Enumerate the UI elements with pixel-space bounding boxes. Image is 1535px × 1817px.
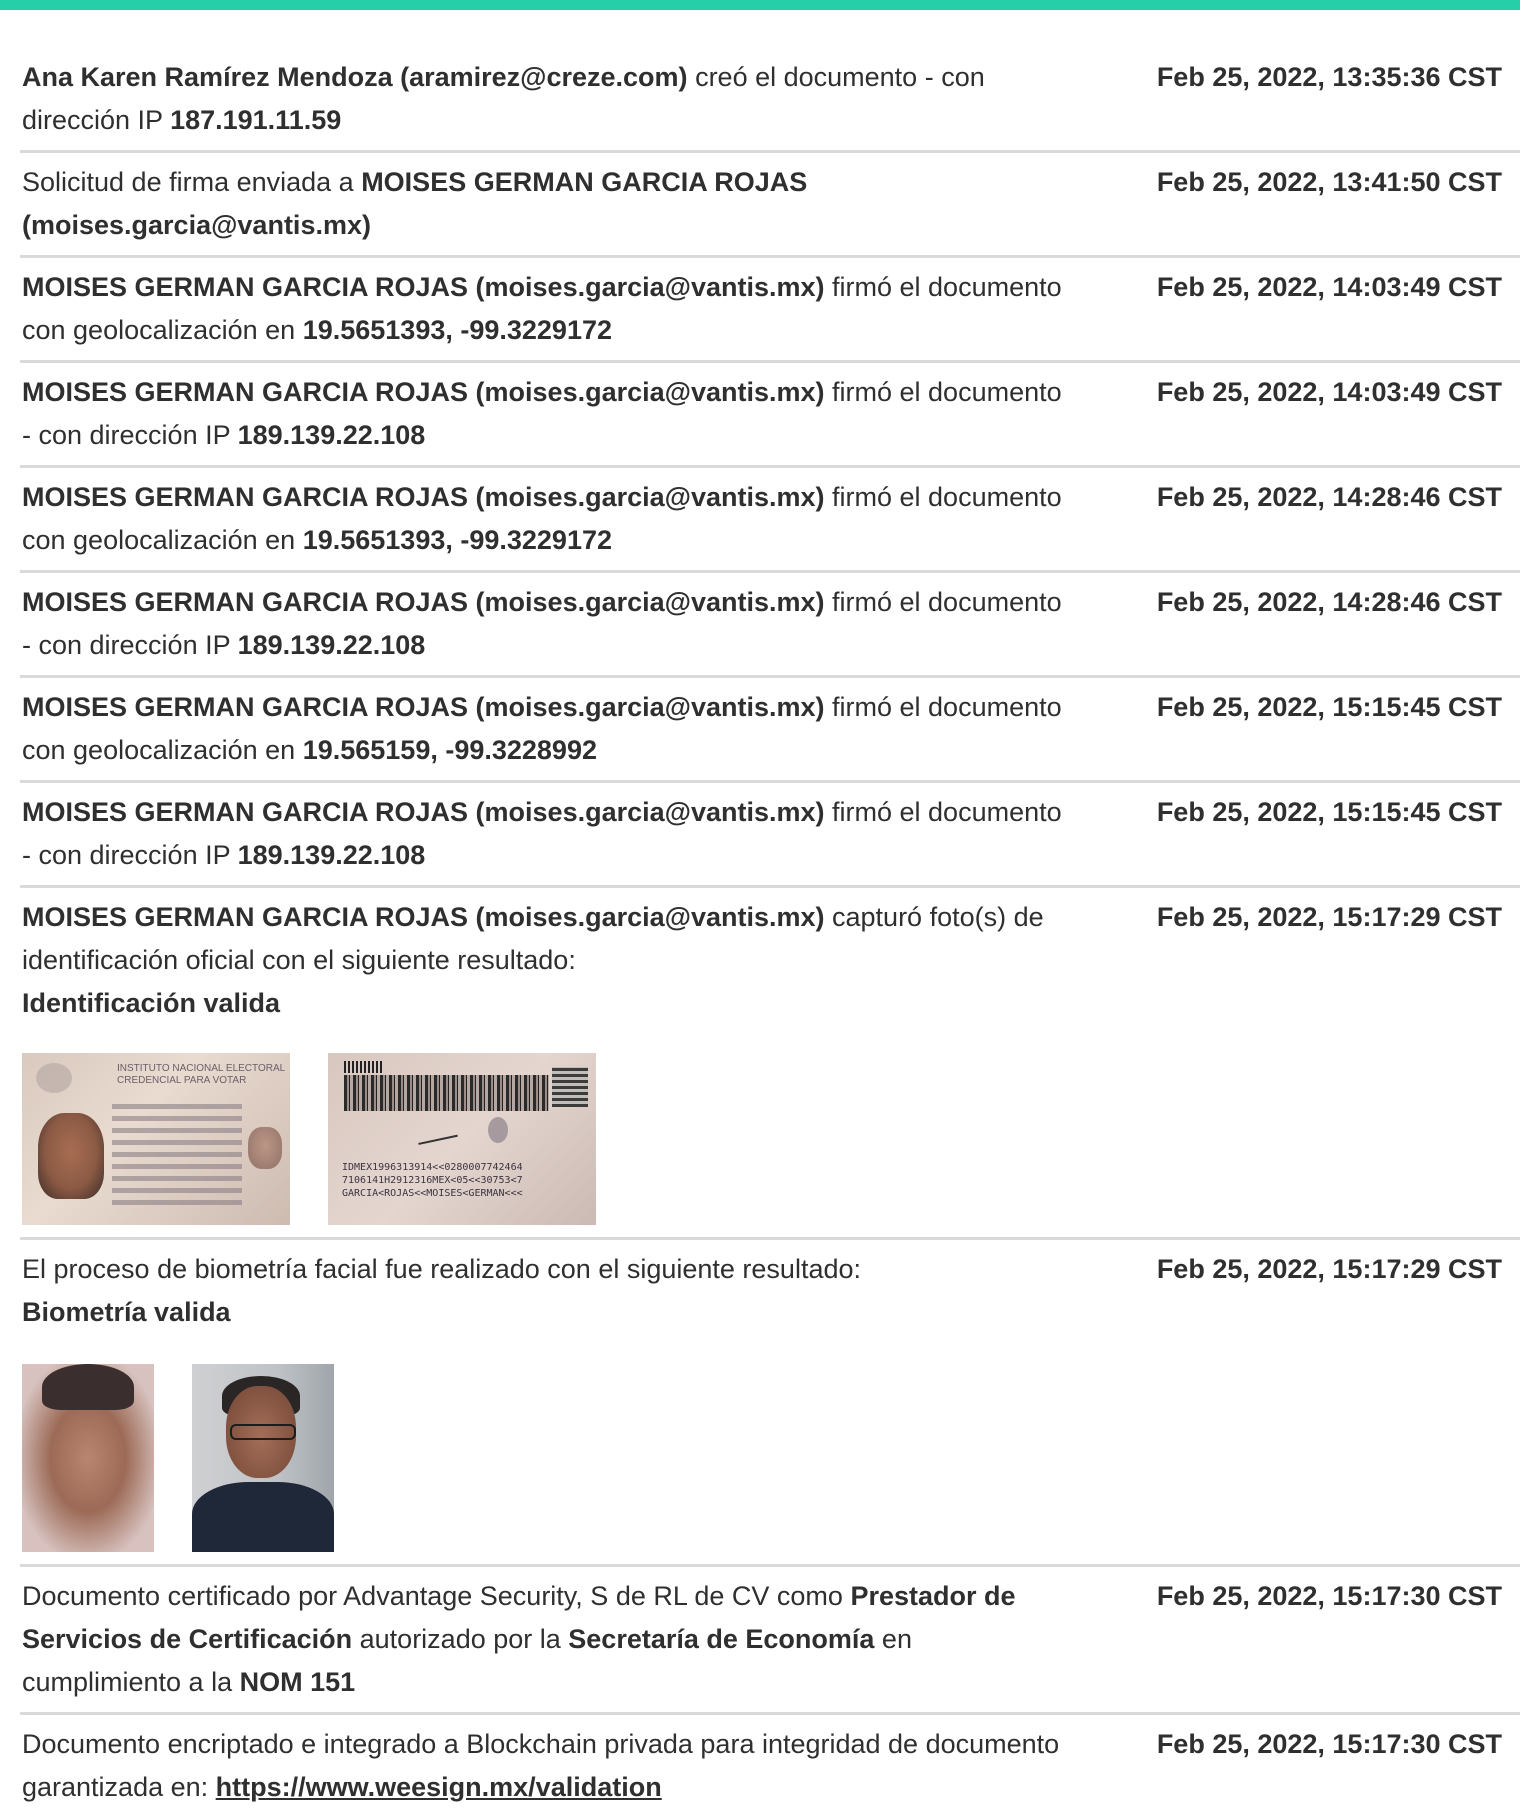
entry-timestamp: Feb 25, 2022, 15:17:30 CST — [1156, 1729, 1502, 1759]
log-entry — [20, 48, 1520, 153]
entry-description: Documento encriptado e integrado a Blockchain privada para integridad de documento garantizada en: https://www.weesign.mx/validation — [22, 1729, 1060, 1802]
entry-timestamp: Feb 25, 2022, 14:03:49 CST — [1156, 377, 1502, 407]
entry-timestamp: Feb 25, 2022, 15:17:29 CST — [1156, 902, 1502, 932]
id-face-crop-image[interactable] — [22, 1364, 154, 1552]
glasses-mark — [230, 1424, 296, 1440]
entry-description: MOISES GERMAN GARCIA ROJAS (moises.garcia@vantis.mx) firmó el documento - con dirección IP 189.139.22.108 — [22, 587, 1062, 660]
accent-top-bar — [0, 0, 1520, 10]
log-entry — [20, 1567, 1520, 1715]
id-card-face-photo — [38, 1113, 104, 1199]
entry-timestamp: Feb 25, 2022, 15:15:45 CST — [1156, 692, 1502, 722]
entry-timestamp: Feb 25, 2022, 14:28:46 CST — [1156, 482, 1502, 512]
id-card-header-line: INSTITUTO NACIONAL ELECTORAL — [117, 1063, 286, 1074]
validation-link[interactable]: https://www.weesign.mx/validation — [215, 1772, 662, 1802]
id-card-ghost-photo — [248, 1127, 282, 1169]
entry-timestamp: Feb 25, 2022, 15:17:29 CST — [1156, 1254, 1502, 1284]
id-card-back-image[interactable] — [328, 1053, 596, 1225]
entry-description: MOISES GERMAN GARCIA ROJAS (moises.garcia@vantis.mx) firmó el documento con geolocalización en 19.5651393, -99.3229172 — [22, 482, 1062, 555]
entry-description: Documento certificado por Advantage Security, S de RL de CV como Prestador de Servicios de Certificación autorizado por la Secretaría de Economía en cumplimiento a la NOM 151 — [22, 1581, 1016, 1697]
log-entry — [20, 573, 1520, 678]
log-entry — [20, 258, 1520, 363]
biometric-photos — [22, 1364, 1062, 1552]
mrz-text: IDMEX1996313914<<0280007742464 7106141H2912316MEX<05<<30753<7 GARCIA<ROJAS<<MOISES<GERMAN<<< — [342, 1162, 523, 1199]
entry-timestamp: Feb 25, 2022, 15:17:30 CST — [1156, 1581, 1502, 1611]
mexico-seal-icon — [36, 1063, 72, 1093]
pdf417-barcode — [344, 1075, 549, 1111]
entry-timestamp: Feb 25, 2022, 14:28:46 CST — [1156, 587, 1502, 617]
entry-description: El proceso de biometría facial fue realizado con el siguiente resultado: Biometría valida — [22, 1248, 1062, 1556]
entry-description: MOISES GERMAN GARCIA ROJAS (moises.garcia@vantis.mx) firmó el documento - con dirección IP 189.139.22.108 — [22, 377, 1062, 450]
entry-timestamp: Feb 25, 2022, 15:15:45 CST — [1156, 797, 1502, 827]
log-entry — [20, 678, 1520, 783]
log-entry — [20, 783, 1520, 888]
log-entry — [20, 153, 1520, 258]
qr-code-icon — [552, 1067, 588, 1107]
audit-log — [20, 48, 1520, 1817]
signature-mark — [414, 1115, 458, 1145]
entry-description: MOISES GERMAN GARCIA ROJAS (moises.garcia@vantis.mx) capturó foto(s) de identificación oficial con el siguiente resultado: Identificación valida INSTITUTO NACIONAL ELECTORAL CREDENCIAL PARA VOTAR IDMEX1996313914<<0280007742464 7106141H2912316MEX<05<<30753<7 GARCIA<ROJAS<<MOISES<GERMAN<<< — [22, 896, 1062, 1229]
live-selfie-image[interactable] — [192, 1364, 334, 1552]
entry-description: Ana Karen Ramírez Mendoza (aramirez@creze.com) creó el documento - con dirección IP 187.191.11.59 — [22, 62, 985, 135]
log-entry — [20, 1240, 1520, 1567]
log-entry — [20, 888, 1520, 1240]
log-entry — [20, 468, 1520, 573]
entry-timestamp: Feb 25, 2022, 13:41:50 CST — [1156, 167, 1502, 197]
entry-timestamp: Feb 25, 2022, 13:35:36 CST — [1156, 62, 1502, 92]
id-card-header-line: CREDENCIAL PARA VOTAR — [117, 1075, 247, 1086]
id-photos — [22, 1053, 1062, 1225]
entry-description: MOISES GERMAN GARCIA ROJAS (moises.garcia@vantis.mx) firmó el documento con geolocalización en 19.5651393, -99.3229172 — [22, 272, 1062, 345]
entry-description: MOISES GERMAN GARCIA ROJAS (moises.garcia@vantis.mx) firmó el documento con geolocalización en 19.565159, -99.3228992 — [22, 692, 1062, 765]
entry-timestamp: Feb 25, 2022, 14:03:49 CST — [1156, 272, 1502, 302]
entry-description: MOISES GERMAN GARCIA ROJAS (moises.garcia@vantis.mx) firmó el documento - con dirección IP 189.139.22.108 — [22, 797, 1062, 870]
entry-description: Solicitud de firma enviada a MOISES GERMAN GARCIA ROJAS (moises.garcia@vantis.mx) — [22, 167, 808, 240]
fingerprint-mark — [488, 1117, 508, 1143]
log-entry — [20, 363, 1520, 468]
barcode-icon — [344, 1061, 384, 1073]
log-entry — [20, 1715, 1520, 1817]
id-card-front-image[interactable] — [22, 1053, 290, 1225]
